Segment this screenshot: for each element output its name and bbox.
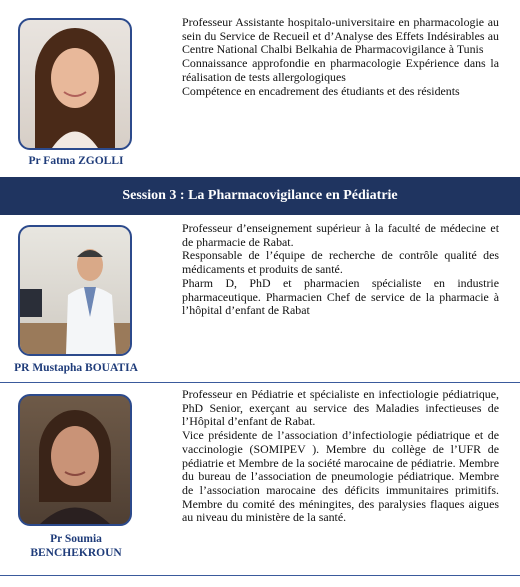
portrait-woman-icon <box>20 396 130 524</box>
speaker-bio-bouatia: Professeur d’enseignement supérieur à la faculté de médecine et de pharmacie de Rabat. Responsable de l’équipe de recherche de contrôle qualité des médicaments et produits de santé. Pharm D, PhD et pharmacien spécialiste en industrie pharmaceutique. Pharmacien Chef de service de la pharmacie à l’hôpital d’enfant de Rabat <box>182 221 499 318</box>
speaker-bio-zgolli: Professeur Assistante hospitalo-universitaire en pharmacologie au sein du Service de Recueil et d’Analyse des Effets Indésirables au Centre National Chalbi Belkahia de Pharmacovigilance à Tunis Connaissance approfondie en pharmacologie Expérience dans la réalisation de tests allergologiques Compétence en encadrement des étudiants et des résidents <box>182 15 499 98</box>
speaker-name-bouatia: PR Mustapha BOUATIA <box>14 362 138 374</box>
speaker-bio-benchekroun: Professeur en Pédiatrie et spécialiste en infectiologie pédiatrique, PhD Senior, exerçant au service des Maladies infectieuses de l’Hôpital d’enfant de Rabat. Vice présidente de l’association d’infectiologie pédiatrique et de vaccinologie (SOMIPEV ). Membre du collège de l’UFR de pédiatrie et Membre de la société marocaine de pédiatrie. Membre du bureau de l’association de pneumologie pédiatrique. Membre de l’association marocaine des déficits immunitaires primitifs. Membre du comité des méningites, des paralysies flaques aigues au niveau du ministère de la santé. <box>182 387 499 525</box>
speaker-photo-benchekroun <box>18 394 132 526</box>
session-banner <box>0 177 520 215</box>
portrait-man-icon <box>20 227 130 354</box>
speaker-name-zgolli: Pr Fatma ZGOLLI <box>28 155 124 167</box>
speaker-photo-bouatia <box>18 225 132 356</box>
speaker-photo-zgolli <box>18 18 132 150</box>
session-title: Session 3 : La Pharmacovigilance en Pédiatrie <box>122 188 398 203</box>
separator-line <box>0 575 520 576</box>
separator-line <box>0 382 520 383</box>
portrait-woman-icon <box>20 20 130 148</box>
speaker-name-benchekroun: Pr Soumia BENCHEKROUN <box>30 533 122 559</box>
